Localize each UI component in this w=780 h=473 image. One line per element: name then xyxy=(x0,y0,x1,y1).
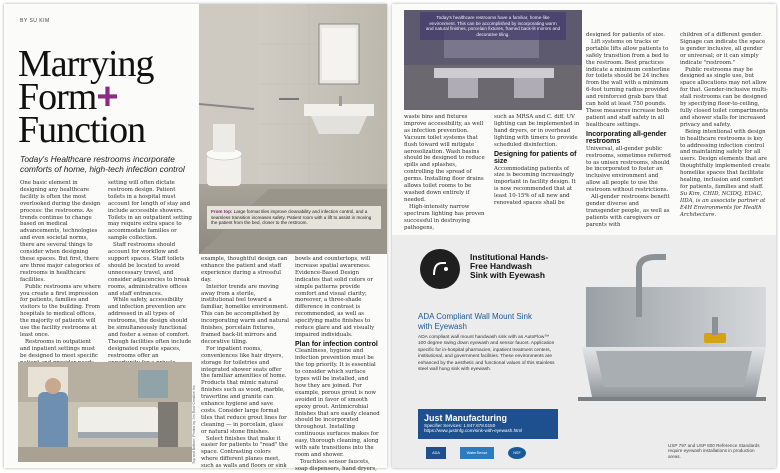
author-bio: Su Kim, CHID, NCIDQ, EDAC, IIDA, is an associate partner at E4H Environments for Health Architecture. xyxy=(680,190,766,218)
left-column-2 xyxy=(108,180,192,364)
top-photo-caption: Today's healthcare restrooms have a familiar, home-like environment. This can be accomplished by incorporating warm and natural finishes, porcelain fixtures, framed back-lit mirrors and decorative tiling. xyxy=(420,12,566,40)
restroom-photo xyxy=(199,4,387,254)
right-page xyxy=(392,4,776,468)
photo-caption-label: From top: xyxy=(211,209,233,214)
ad-body: ADA compliant wall mount handwash sink with an AutoFlow™ 100 degree swing down eyewash and sensor faucet. Application specific for in-hospital pharmacies, inpatient treatment centers, institutional, and government facilities. These environments are enhanced by the aesthetic and functional values of this stainless steel wall hung sink with eyewash. xyxy=(418,335,555,373)
paragraph: High-intensity narrow spectrum lighting has proven successful in destroying pathogens, xyxy=(404,203,485,231)
paragraph: example, thoughtful design can enhance the patient and staff experience during a stressful day. xyxy=(201,256,288,283)
photo-caption xyxy=(207,206,381,229)
section-heading: Plan for infection control xyxy=(295,340,378,348)
paragraph: All-gender restrooms benefit gender diverse and transgender people, as well as patients with caregivers or parents with xyxy=(586,194,670,228)
paragraph: such as MRSA and C. diff. UV lighting can be implemented in hand dryers, or in overhead lighting with timers to provide scheduled disinfection. xyxy=(494,114,580,148)
home-like-restroom-photo xyxy=(404,10,582,110)
paragraph: Staff restrooms should account for workflow and support spaces. Staff toilets should be located to avoid unnecessary travel, and consider adjacencies to break rooms, administrative offices and staff entrances. xyxy=(108,242,190,297)
certification-badges xyxy=(426,447,566,461)
photo-caption-text: Large format tiles improve cleanability and infection control, and a seamless transition increases safety. Patient room with a lift to assist in moving the patient from the bed, closer to the restroom. xyxy=(211,209,372,226)
watersense-badge: WaterSense xyxy=(460,447,494,459)
brand-logo xyxy=(420,249,460,289)
ad-banner[interactable] xyxy=(418,409,558,439)
paragraph: setting will often dictate restroom design. Patient toilets in a hospital must account for length of stay and include accessible showers. Toilets in an outpatient setting may require extra space to accommodate families or sample collection. xyxy=(108,180,192,242)
paragraph: Touchless sensor faucets, soap dispensers, hand dryers, xyxy=(295,458,377,472)
paragraph: designed for patients of size. xyxy=(586,32,665,38)
article-subtitle: Today's Healthcare restrooms incorporate comforts of home, high-tech infection control xyxy=(20,154,185,174)
paragraph: children of a different gender. Signage can indicate the space is gender inclusive, all gender or universal; or it can simply indicate "restroom." xyxy=(680,32,766,66)
paragraph: waste bins and fixtures improve accessibility, as well as infection prevention. Vacuum toilet systems that flush toward will mitigate aerosolization. Wash basins should be designed to reduce spills and splashes, controlling the spread of germs. Installing floor drains allows toilet rooms to be washed down entirely if needed. xyxy=(404,114,485,203)
ad-heading-2: with Eyewash xyxy=(418,322,467,331)
title-line-1: Marrying xyxy=(18,43,154,85)
paragraph: Public restrooms may be designed as single use, but space allocations may not allow for that. Gender-inclusive multi-stall restrooms can be designed by specifying floor-to-ceiling, fully closed toilet compartments and shower stalls for increased privacy and safety. xyxy=(680,66,769,128)
section-heading: Incorporating all-gender restrooms xyxy=(586,130,667,146)
left-column-3 xyxy=(201,256,289,470)
paragraph: bowls and countertops, will increase spatial awareness. Evidence-Based Design indicates that solid colors or simple patterns provide comfort and visual clarity; moreover, a three-shade difference in contrast is recommended, as well as specifying matte finishes to reduce glare and aid visually impaired individuals. xyxy=(295,256,375,338)
paragraph: Being intentional with design in healthcare restrooms is key to addressing infection control and maintaining safety for all users. Design elements that are thoughtfully implemented create homelike spaces that facilitate healing, inclusion and comfort for patients, families and staff. xyxy=(680,128,770,190)
title-plus: + xyxy=(96,76,118,118)
patient-room-illustration xyxy=(18,362,192,462)
stainless-sink-illustration xyxy=(576,247,772,435)
paragraph: Restrooms in outpatient and inpatient settings must be designed to meet specific xyxy=(20,338,99,359)
right-column-1 xyxy=(404,114,488,232)
sink-product-image xyxy=(576,247,772,435)
paragraph: Interior trends are moving away from a sterile, institutional feel toward a familiar, homelike environment. This can be accomplished by incorporating warm and natural finishes, porcelain fixtures, framed back-lit mirrors and decorative tiling. xyxy=(201,283,289,345)
banner-title: Just Manufacturing xyxy=(424,413,508,423)
photo-credit: Top and Bottom: Photos by Jim Roof Creative Inc. xyxy=(192,384,196,464)
ad-heading-1: ADA Compliant Wall Mount Sink xyxy=(418,312,532,321)
left-column-4 xyxy=(295,256,381,472)
paragraph: Select finishes that make it easier for patients to "read" the space. Contrasting colors where different planes meet, such as walls and floors or sink xyxy=(201,435,288,470)
ada-badge: ADA xyxy=(426,447,446,459)
ad-note: USP 797 and USP 800 Reference Standards require eyewash installations in production areas. xyxy=(668,443,760,459)
paragraph: One basic element in designing any healthcare facility is often the most overlooked during the design process: the restrooms. As trends continue to change based on medical advancements, technologies and even societal norms, there are several things to consider when designing these spaces. But first, there are three major categories of restrooms in healthcare facilities. xyxy=(20,180,101,283)
right-column-3 xyxy=(586,32,674,232)
left-column-1 xyxy=(20,180,102,364)
paragraph: Cleanliness, hygiene and infection prevention must be the top priority. It is essential to consider which surface types will be installed, and how they are joined. For example, porous grout is now avoided in favor of smooth epoxy grout. Antimicrobial finishes that are easily cleaned should be incorporated throughout. Installing continuous surfaces makes for easy, thorough cleaning, along with safe transitions into the room and shower. xyxy=(295,348,380,458)
advertisement xyxy=(392,235,776,468)
paragraph: Universal, all-gender public restrooms, sometimes referred to as unisex restrooms, should be incorporated to foster an inclusive environment and allow all people to use the restroom without restrictions. xyxy=(586,145,671,194)
paragraph: Accommodating patients of size is becoming increasingly important in facility design. It is now recommended that at least 10-15% of all new and renovated spaces shall be xyxy=(494,165,576,207)
banner-phone: Specifier Services: 1.847.678.5150 xyxy=(424,423,496,428)
article-title xyxy=(18,43,218,151)
paragraph: For inpatient rooms, conveniences like hair dryers, storage for toiletries and integrated shower seats offer the familiar amenities of home. Products that mimic natural finishes such as wood, marble, travertine and granite can enhance hygiene and save costs. Consider large format tiles that reduce grout lines for cleaning — in porcelain, glass or natural stone finishes. xyxy=(201,345,287,435)
right-column-2 xyxy=(494,114,580,232)
left-page xyxy=(4,4,387,472)
byline: BY SU KIM xyxy=(20,18,50,24)
paragraph: While safety, accessibility and infection prevention are addressed in all types of restrooms, the design should be simultaneously functional and foster a sense of comfort. Though facilities often include designated respite spaces, restrooms offer an xyxy=(108,297,192,359)
title-line-2: Form+ xyxy=(18,76,118,118)
paragraph: Lift systems on tracks or portable lifts allow patients to safely transition from a bed to the restroom. Best practices indicate a minimum centerline for toilets should be 24 inches from the wall with a minimum 6-foot turning radius provided and reinforced grab bars that can hold at least 750 pounds. These measures increase both patient and staff safety in all healthcare settings. xyxy=(586,38,670,128)
banner-url: https://www.justmfg.com/sink-with-eyewash.html xyxy=(424,428,523,434)
section-heading: Designing for patients of size xyxy=(494,150,577,166)
patient-room-photo xyxy=(18,362,192,462)
paragraph: Public restrooms are where you create a first impression for patients, families and visitors to the building. From hospitals to medical offices, the majority of patients will use the facility restrooms at least once. xyxy=(20,283,101,338)
nsf-badge: NSF xyxy=(508,447,526,459)
faucet-logo-icon xyxy=(420,249,460,289)
ad-header: Institutional Hands-Free Handwash Sink with Eyewash xyxy=(470,252,549,280)
right-column-4 xyxy=(680,32,770,232)
title-line-3: Function xyxy=(18,109,146,151)
